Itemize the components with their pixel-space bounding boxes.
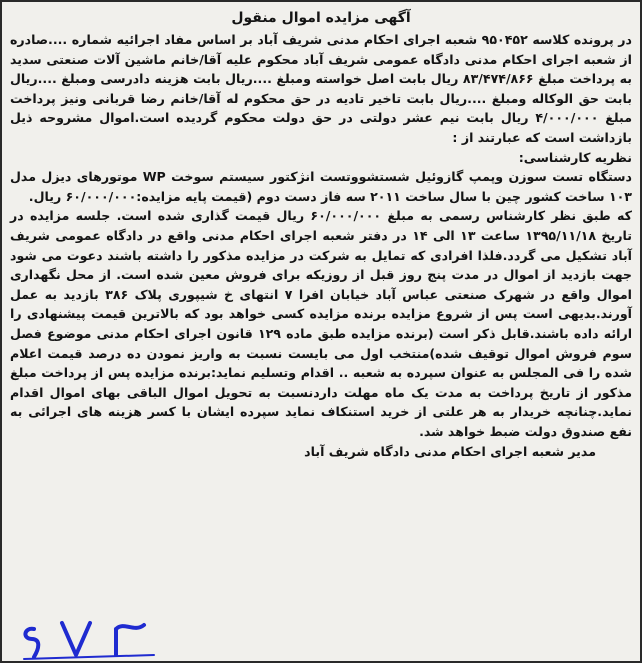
- notice-paragraph-intro: در پرونده کلاسه ۹۵۰۴۵۲ شعبه اجرای احکام مدنی شریف آباد بر اساس مفاد اجرائیه شماره ....صادره از شعبه اجرای احکام مدنی دادگاه عمومی شریف آباد محکوم علیه آقا/خانم ماشین آلات صنعتی سدید به پرداخت مبلغ ۸۳/۴۷۴/۸۶۶ ریال بابت اصل خواسته ومبلغ ....ریال بابت هزینه دادرسی ومبلغ ....ریال بابت حق الوکاله ومبلغ ....ریال بابت تاخیر تادیه در حق محکوم له آقا/خانم رضا قربانی ونیز پرداخت مبلغ ۴/۰۰۰/۰۰۰ ریال بابت نیم عشر دولتی در حق دولت محکوم گردیده است.اموال مشروحه ذیل بازداشت است که عبارتند از :: [10, 32, 632, 145]
- notice-paragraph-item-description: دستگاه تست سوزن وپمپ گازوئیل شستشووتست انژکتور سیستم سوخت WP موتورهای دیزل مدل ۱۰۳ ساخت کشور چین با سال ساخت ۲۰۱۱ سه فاز دست دوم (قیمت پایه مزایده:۶۰/۰۰۰/۰۰۰ ریال.: [10, 169, 632, 204]
- notice-signature: مدیر شعبه اجرای احکام مدنی دادگاه شریف آباد: [304, 444, 596, 460]
- notice-paragraph-auction-terms: که طبق نظر کارشناس رسمی به مبلغ ۶۰/۰۰۰/۰۰۰ ریال قیمت گذاری شده است. جلسه مزایده در تاریخ ۱۳۹۵/۱۱/۱۸ ساعت ۱۳ الی ۱۴ در دفتر شعبه اجرای احکام مدنی واقع در دادگاه عمومی شریف آباد تشکیل می گردد.فلذا افرادی که تمایل به شرکت در مزایده مذکور را داشته باشند دعوت می شود جهت بازدید از اموال در مدت پنج روز قبل از روزیکه برای فروش معین شده است. از محل نگهداری اموال واقع در شهرک صنعتی عباس آباد خیابان افرا ۷ انتهای خ شیپوری پلاک ۳۸۶ بازدید به عمل آورند.بدیهی است پس از شروع مزایده برنده مزایده کسی خواهد بود که بالاترین قیمت پیشنهادی را ارائه داده باشند.قابل ذکر است (برنده مزایده طبق ماده ۱۲۹ قانون اجرای احکام مدنی موضوع فصل سوم فروش اموال توقیف شده)منتخب اول می بایست نسبت به واریز نمودن ده درصد قیمت اعلام شده را فی المجلس به عنوان سپرده به شعبه .. اقدام وتسلیم نماید:برنده مزایده پس از پرداخت مبلغ مذکور از تاریخ پرداخت به مدت یک ماه مهلت داردنسبت به تحویل اموال الباقی بهای اموال اقدام نماید.چنانچه خریدار به هر علتی از خرید استنکاف نماید سپرده ایشان با کسر هزینه های اجرائی به نفع صندوق دولت ضبط خواهد شد.: [10, 208, 633, 439]
- notice-page: [10, 4, 632, 659]
- handwritten-number-mark: [16, 615, 166, 661]
- notice-title: آگهی مزایده اموال منقول: [231, 10, 411, 26]
- notice-body: [10, 30, 632, 441]
- notice-paragraph-expert-heading: نظریه کارشناسی:: [518, 149, 632, 165]
